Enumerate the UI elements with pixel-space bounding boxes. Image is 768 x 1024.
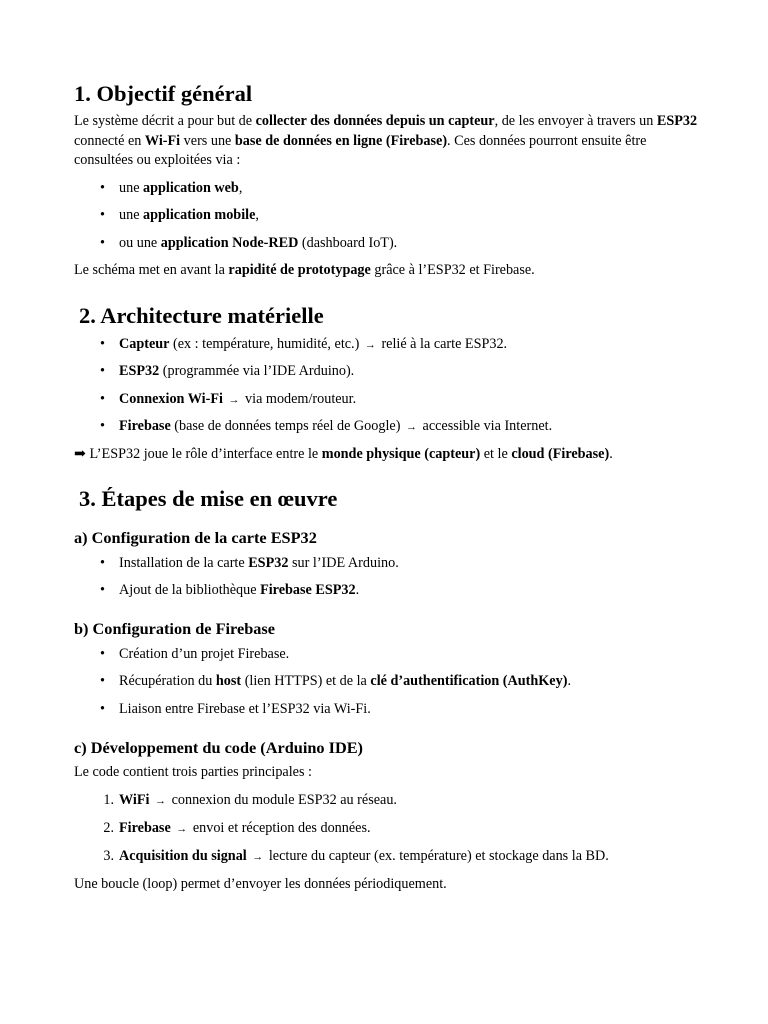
item-number: 3. [103,848,114,864]
bullet-text [119,206,259,225]
bold-run: application Node-RED [160,235,299,251]
bullet-marker: • [100,555,105,571]
bold-run: application mobile [143,207,256,223]
text-run: (lien HTTPS) et de la [241,673,371,689]
text-run: (dashboard IoT). [298,235,398,251]
bullet-text [119,554,399,573]
s1-outro-paragraph [74,261,700,281]
bullet-text [119,672,571,691]
text-run: Le système décrit a pour but de [74,113,256,129]
section-3-heading: 3. Étapes de mise en œuvre [79,486,338,511]
bold-run: ESP32 [248,555,289,571]
item-text [119,791,397,811]
text-run: . [567,673,571,689]
text-run [247,848,251,864]
bold-run: host [215,673,242,689]
arrow-icon: → [176,823,188,835]
bullet-marker: • [100,418,105,434]
bold-run: Capteur [119,336,170,352]
subsection-c-heading: c) Développement du code (Arduino IDE) [74,738,363,757]
bullet-marker: • [100,701,105,717]
bold-run: ESP32 [119,363,160,379]
text-run: connecté en [74,132,145,149]
bold-run: ESP32 [656,113,698,129]
text-run: relié à la carte ESP32. [377,336,508,352]
text-run [149,792,153,808]
bold-run: Firebase [119,418,171,434]
text-run: Liaison entre Firebase et l’ESP32 via Wi-Fi. [119,701,371,717]
text-run: (base de données temps réel de Google) [170,418,404,434]
bold-run: Wi-Fi [144,132,181,149]
text-run [171,820,175,836]
text-run: Ajout de la bibliothèque [119,582,261,598]
text-run: Une boucle (loop) permet d’envoyer les données périodiquement. [74,876,447,892]
text-run: via modem/routeur. [241,391,357,407]
item-text [119,819,371,839]
text-run: Installation de la carte [119,555,249,571]
arrow-icon: → [405,421,417,433]
section-2-heading: 2. Architecture matérielle [79,303,324,328]
text-run: , de les envoyer à travers un [494,113,657,129]
bold-run: rapidité de prototypage [228,262,371,278]
text-run: vers une [180,132,235,149]
bullet-marker: • [100,180,105,196]
text-run: connexion du module ESP32 au réseau. [168,792,397,808]
subsection-b-heading: b) Configuration de Firebase [74,619,275,638]
bullet-marker: • [100,207,105,223]
text-run: envoi et réception des données. [189,820,371,836]
bold-run: collecter des données depuis un capteur [255,113,495,129]
bullet-text [119,335,507,355]
arrow-icon: → [364,339,376,351]
text-run: grâce à l’ESP32 et Firebase. [370,262,535,278]
section-1-heading: 1. Objectif général [74,81,253,106]
bullet-text [119,645,289,664]
bullet-text [119,581,359,600]
s1-intro-paragraph [74,112,700,171]
text-run [223,391,227,407]
text-run: . [355,582,360,598]
text-run: ➡ [74,446,86,462]
text-run: ou une [119,235,161,251]
s3c-outro-paragraph [74,875,700,895]
bullet-text [119,362,354,381]
text-run: (programmée via l’IDE Arduino). [159,363,355,379]
bullet-marker: • [100,673,105,689]
item-text [119,847,609,867]
bullet-marker: • [100,646,105,662]
bullet-text [119,390,356,410]
bold-run: WiFi [119,792,150,808]
item-number: 2. [103,820,114,836]
arrow-icon: → [252,851,264,863]
bullet-marker: • [100,363,105,379]
text-run: Le schéma met en avant la [74,262,229,278]
bullet-marker: • [100,336,105,352]
text-run: L’ESP32 joue le rôle d’interface entre le [85,446,322,462]
bold-run: Connexion Wi-Fi [119,391,223,407]
bold-run: cloud (Firebase) [511,446,610,462]
bullet-marker: • [100,582,105,598]
text-run: accessible via Internet. [418,418,553,434]
bold-run: Firebase ESP32 [260,582,356,598]
text-run: , [238,180,243,196]
text-run: lecture du capteur (ex. température) et stockage dans la BD. [265,848,609,864]
bullet-text [119,700,371,719]
text-run: une [119,180,144,196]
text-run: Création d’un projet Firebase. [119,646,290,662]
text-run: , [255,207,259,223]
bullet-text [119,234,397,253]
bullet-text [119,417,552,437]
bullet-text [119,179,242,198]
text-run: (ex : température, humidité, etc.) [169,336,363,352]
text-run: Le code contient trois parties principales : [74,764,312,780]
text-run: sur l’IDE Arduino. [288,555,399,571]
bold-run: application web [143,180,239,196]
item-number: 1. [103,792,114,808]
bullet-marker: • [100,391,105,407]
s2-note-paragraph [74,445,700,465]
bold-run: monde physique (capteur) [321,446,481,462]
text-run: . [609,446,613,462]
bold-run: Firebase [119,820,171,836]
text-run: . Ces données pourront ensuite être consultées ou exploitées via : [74,132,647,168]
arrow-icon: → [228,394,240,406]
bold-run: clé d’authentification (AuthKey) [370,673,568,689]
bold-run: Acquisition du signal [119,848,247,864]
text-run: et le [480,446,512,462]
arrow-icon: → [155,795,167,807]
bold-run: base de données en ligne (Firebase) [234,132,448,149]
text-run: Récupération du [119,673,216,689]
subsection-a-heading: a) Configuration de la carte ESP32 [74,528,317,547]
s3c-intro-paragraph [74,763,700,783]
text-run: une [119,207,144,223]
bullet-marker: • [100,235,105,251]
